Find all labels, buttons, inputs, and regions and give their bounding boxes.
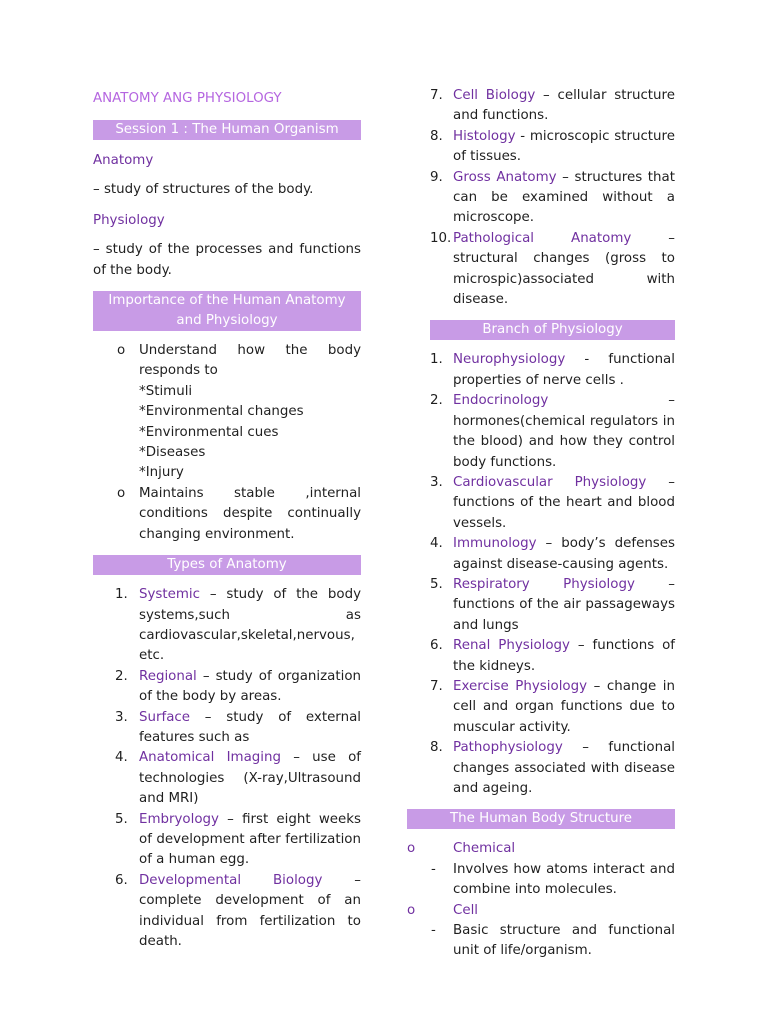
dash-icon: - [431,923,436,939]
anatomy-term: Anatomy [93,153,154,168]
type-description: – first eight weeks of development after fertilization of a human egg. [139,811,361,868]
type-term: Embryology [139,811,219,827]
type-description: – cellular structure and functions. [453,88,675,124]
list-item [407,901,675,921]
branch-description: – hormones(chemical regulators in the blood) and how they control body functions. [453,393,675,470]
list-item: 7. Cell Biology – cellular structure and functions. [430,88,675,124]
physiology-definition: – study of the processes and functions of the body. [93,242,361,278]
bullet-circle-icon: o [407,902,416,918]
left-column [93,86,361,952]
type-term: Systemic [139,587,201,603]
type-term: Anatomical Imaging [139,750,281,766]
list-item: 7. Exercise Physiology – change in cell and organ functions due to muscular activity. [430,678,675,735]
branch-term: Cardiovascular Physiology [453,474,647,490]
bullet-circle-icon: o [407,841,416,857]
list-item: 4. Immunology – body’s defenses against disease-causing agents. [430,536,675,572]
branch-description: – functional changes associated with disease and ageing. [453,740,675,796]
structure-description: Basic structure and functional unit of life/organism. [453,923,675,959]
type-description: – structural changes (gross to microspic)associated with disease. [453,230,675,308]
branch-list [430,350,675,799]
list-item: 2. Endocrinology – hormones(chemical regulators in the blood) and how they control body functions. [430,393,675,470]
dash-icon: - [431,861,436,877]
type-description: – study of the body systems,such as cardiovascular,skeletal,nervous, etc. [139,587,361,664]
list-item: 5. Respiratory Physiology – functions of the air passageways and lungs [430,576,675,633]
type-description: – structures that can be examined without a microscope. [453,169,675,226]
structure-term: Chemical [453,841,516,857]
list-item: 3. Cardiovascular Physiology – functions of the heart and blood vessels. [430,474,675,531]
types-list-continued [430,86,675,310]
type-term: Developmental Biology [139,872,323,888]
type-description: – complete development of an individual from fertilization to death. [139,872,361,949]
types-heading-bar: Types of Anatomy [93,555,361,575]
structure-description: Involves how atoms interact and combine into molecules. [453,861,675,898]
structure-term: Cell [453,902,479,918]
type-term: Gross Anatomy [453,169,557,185]
importance-list [93,341,361,545]
type-description: – study of external features such as [139,709,361,745]
branch-description: - functional properties of nerve cells . [453,352,675,388]
list-item: 3. Surface – study of external features such as [115,709,361,745]
branch-term: Endocrinology [453,393,549,409]
anatomy-definition: – study of structures of the body. [93,182,314,198]
list-item: 6. Renal Physiology – functions of the kidneys. [430,638,675,674]
sub-item: *Injury [139,465,184,481]
type-description: - microscopic structure of tissues. [453,128,675,165]
list-item: 4. Anatomical Imaging – use of technologies (X-ray,Ultrasound and MRI) [115,750,362,807]
structure-heading-bar: The Human Body Structure [407,809,675,829]
session-heading-bar: Session 1 : The Human Organism [93,120,361,140]
branch-term: Respiratory Physiology [453,576,635,592]
type-description: – use of technologies (X-ray,Ultrasound and MRI) [139,750,362,807]
list-item: 1. Systemic – study of the body systems,such as cardiovascular,skeletal,nervous, etc. [115,587,361,664]
right-column [407,86,675,962]
branch-description: – functions of the heart and blood vessels. [453,474,675,531]
list-item: 1. Neurophysiology - functional properties of nerve cells . [430,352,675,388]
type-term: Regional [139,668,197,684]
branch-term: Renal Physiology [453,638,570,654]
physiology-term: Physiology [93,212,165,228]
list-item [407,860,675,901]
list-item: 2. Regional – study of organization of the body by areas. [115,668,361,705]
branch-heading-bar: Branch of Physiology [430,320,675,340]
list-item: 8. Histology - microscopic structure of tissues. [430,128,675,165]
types-list [93,585,361,952]
list-item: 8. Pathophysiology – functional changes associated with disease and ageing. [430,740,675,796]
list-item [407,839,675,859]
branch-term: Pathophysiology [453,740,563,756]
bullet-circle-icon: o [117,343,126,359]
branch-term: Neurophysiology [453,352,566,368]
sub-item: *Environmental cues [139,424,279,440]
structure-list [407,839,675,961]
list-item [93,484,361,545]
sub-item: *Diseases [139,445,206,461]
list-item: 10. Pathological Anatomy – structural changes (gross to microspic)associated with disease. [430,230,675,308]
branch-description: – functions of the air passageways and lungs [453,576,675,633]
bullet-circle-icon: o [117,485,126,501]
branch-description: – body’s defenses against disease-causing agents. [453,536,675,572]
branch-term: Immunology [453,536,537,552]
type-description: – study of organization of the body by areas. [139,668,361,705]
type-term: Histology [453,128,516,144]
sub-item: *Environmental changes [139,404,304,420]
type-term: Cell Biology [453,88,536,103]
list-item-text: Understand how the body responds to [139,343,361,379]
list-item-text: Maintains stable ,internal conditions despite continually changing environment. [139,485,361,542]
list-item [93,341,361,484]
list-item: 9. Gross Anatomy – structures that can be examined without a microscope. [430,169,675,226]
branch-description: – functions of the kidneys. [453,638,675,674]
type-term: Pathological Anatomy [453,230,632,246]
list-item: 6. Developmental Biology – complete development of an individual from fertilization to death. [115,872,361,949]
branch-term: Exercise Physiology [453,678,588,694]
document-title: ANATOMY ANG PHYSIOLOGY [93,91,282,106]
list-item [407,921,675,962]
branch-description: – change in cell and organ functions due to muscular activity. [453,678,675,735]
importance-heading-bar: Importance of the Human Anatomy and Physiology [93,291,361,331]
sub-item: *Stimuli [139,383,193,399]
list-item: 5. Embryology – first eight weeks of development after fertilization of a human egg. [115,811,361,868]
type-term: Surface [139,709,191,725]
